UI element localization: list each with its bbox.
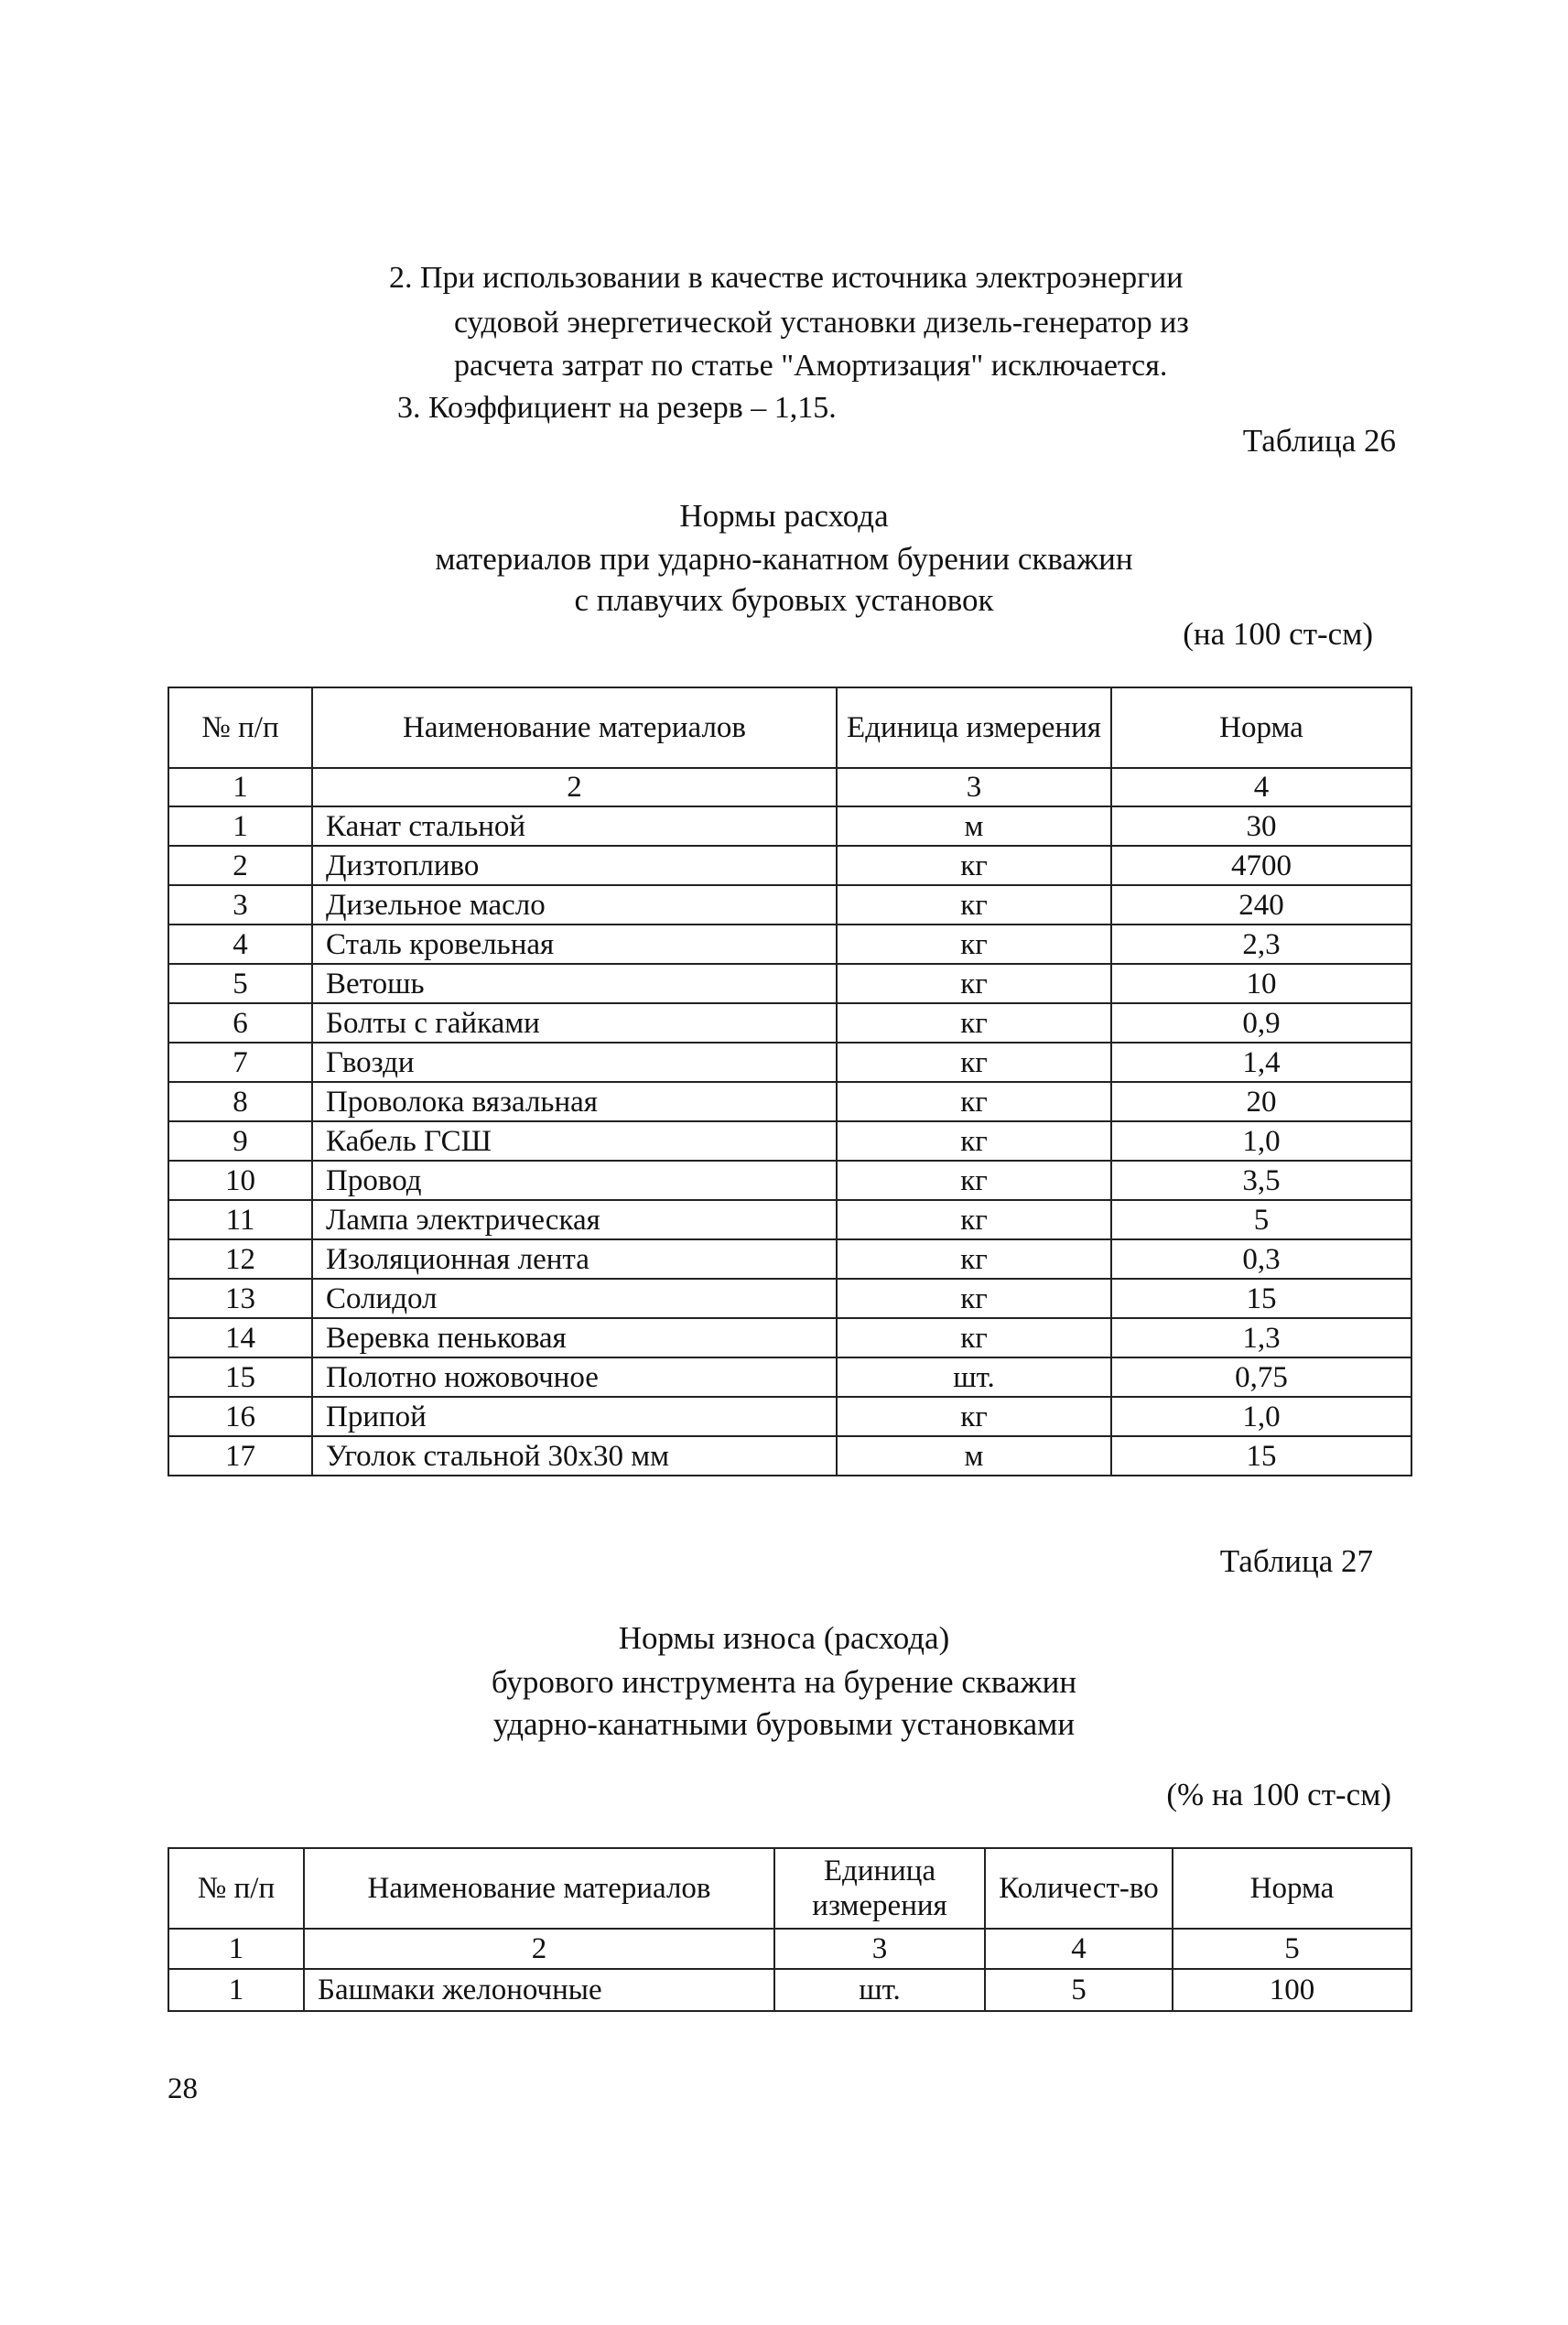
material-name: Болты с гайками [312, 1003, 837, 1043]
table-row [168, 1357, 1411, 1397]
table-27-unit-note: (% на 100 ст-см) [1166, 1777, 1391, 1812]
norm: 4700 [1111, 846, 1411, 885]
row-number: 4 [168, 925, 312, 964]
table-27-header-row [168, 1848, 1411, 1929]
header-norm: Норма [1173, 1848, 1411, 1929]
table-26-header-row [168, 687, 1411, 768]
table-row [168, 1279, 1411, 1318]
norm: 15 [1111, 1436, 1411, 1476]
unit: шт. [837, 1357, 1111, 1397]
row-number: 12 [168, 1239, 312, 1279]
header-quantity: Количест-во [985, 1848, 1173, 1929]
table-27-label: Таблица 27 [1219, 1543, 1373, 1579]
table-26-title-line-2: материалов при ударно-канатном бурении скважин [435, 541, 1133, 577]
table-row [168, 1161, 1411, 1200]
row-number: 1 [168, 806, 312, 846]
table-row [168, 1200, 1411, 1239]
material-name: Провод [312, 1161, 837, 1200]
column-number: 5 [1173, 1929, 1411, 1969]
norm: 10 [1111, 964, 1411, 1003]
unit: кг [837, 1003, 1111, 1043]
note-2-line-2: судовой энергетической установки дизель-генератор из [454, 306, 1189, 340]
table-row [168, 1082, 1411, 1121]
row-number: 3 [168, 885, 312, 925]
note-2-line-1: 2. При использовании в качестве источника электроэнергии [389, 261, 1184, 295]
header-norm: Норма [1111, 687, 1411, 768]
unit: кг [837, 1318, 1111, 1357]
material-name: Дизтопливо [312, 846, 837, 885]
table-row [168, 806, 1411, 846]
note-2-line-3: расчета затрат по статье "Амортизация" исключается. [454, 349, 1168, 383]
header-unit: Единица измерения [837, 687, 1111, 768]
material-name: Уголок стальной 30х30 мм [312, 1436, 837, 1476]
note-3: 3. Коэффициент на резерв – 1,15. [397, 391, 837, 425]
unit: кг [837, 1082, 1111, 1121]
norm: 1,0 [1111, 1397, 1411, 1436]
table-27 [168, 1847, 1412, 2012]
material-name: Изоляционная лента [312, 1239, 837, 1279]
unit: кг [837, 1161, 1111, 1200]
table-26-unit-note: (на 100 ст-см) [1183, 616, 1373, 652]
norm: 0,75 [1111, 1357, 1411, 1397]
row-number: 2 [168, 846, 312, 885]
column-number: 4 [985, 1929, 1173, 1969]
table-row [168, 846, 1411, 885]
table-row [168, 1121, 1411, 1161]
column-number: 1 [168, 1929, 304, 1969]
quantity: 5 [985, 1969, 1173, 2011]
row-number: 14 [168, 1318, 312, 1357]
material-name: Сталь кровельная [312, 925, 837, 964]
row-number: 6 [168, 1003, 312, 1043]
table-row [168, 885, 1411, 925]
unit: шт. [774, 1969, 985, 2011]
table-26 [168, 687, 1412, 1476]
row-number: 10 [168, 1161, 312, 1200]
unit: кг [837, 1200, 1111, 1239]
norm: 0,3 [1111, 1239, 1411, 1279]
page-number: 28 [168, 2072, 198, 2105]
unit: кг [837, 1397, 1111, 1436]
row-number: 7 [168, 1043, 312, 1082]
unit: м [837, 1436, 1111, 1476]
material-name: Ветошь [312, 964, 837, 1003]
unit: кг [837, 846, 1111, 885]
table-row [168, 1318, 1411, 1357]
unit: кг [837, 925, 1111, 964]
table-27-column-numbers-row [168, 1929, 1411, 1969]
unit: кг [837, 964, 1111, 1003]
material-name: Припой [312, 1397, 837, 1436]
header-material-name: Наименование материалов [304, 1848, 774, 1929]
table-27-title-line-1: Нормы износа (расхода) [618, 1620, 950, 1656]
norm: 20 [1111, 1082, 1411, 1121]
unit: кг [837, 885, 1111, 925]
column-number: 2 [304, 1929, 774, 1969]
material-name: Канат стальной [312, 806, 837, 846]
unit: кг [837, 1043, 1111, 1082]
header-number: № п/п [168, 687, 312, 768]
unit: кг [837, 1279, 1111, 1318]
row-number: 15 [168, 1357, 312, 1397]
row-number: 8 [168, 1082, 312, 1121]
header-material-name: Наименование материалов [312, 687, 837, 768]
column-number: 3 [837, 768, 1111, 806]
norm: 1,0 [1111, 1121, 1411, 1161]
column-number: 3 [774, 1929, 985, 1969]
row-number: 5 [168, 964, 312, 1003]
table-row [168, 1043, 1411, 1082]
material-name: Башмаки желоночные [304, 1969, 774, 2011]
norm: 3,5 [1111, 1161, 1411, 1200]
material-name: Проволока вязальная [312, 1082, 837, 1121]
norm: 5 [1111, 1200, 1411, 1239]
row-number: 16 [168, 1397, 312, 1436]
unit: кг [837, 1121, 1111, 1161]
norm: 0,9 [1111, 1003, 1411, 1043]
material-name: Кабель ГСШ [312, 1121, 837, 1161]
table-26-column-numbers-row [168, 768, 1411, 806]
column-number: 1 [168, 768, 312, 806]
table-row [168, 964, 1411, 1003]
row-number: 13 [168, 1279, 312, 1318]
row-number: 11 [168, 1200, 312, 1239]
table-row [168, 1003, 1411, 1043]
table-row [168, 1397, 1411, 1436]
norm: 15 [1111, 1279, 1411, 1318]
table-row [168, 1436, 1411, 1476]
material-name: Гвозди [312, 1043, 837, 1082]
norm: 1,3 [1111, 1318, 1411, 1357]
header-number: № п/п [168, 1848, 304, 1929]
norm: 2,3 [1111, 925, 1411, 964]
unit: м [837, 806, 1111, 846]
row-number: 1 [168, 1969, 304, 2011]
row-number: 9 [168, 1121, 312, 1161]
material-name: Полотно ножовочное [312, 1357, 837, 1397]
table-26-title-line-1: Нормы расхода [679, 498, 889, 534]
table-row [168, 1969, 1411, 2011]
table-26-title-line-3: с плавучих буровых установок [574, 582, 994, 618]
column-number: 2 [312, 768, 837, 806]
row-number: 17 [168, 1436, 312, 1476]
norm: 30 [1111, 806, 1411, 846]
material-name: Веревка пеньковая [312, 1318, 837, 1357]
column-number: 4 [1111, 768, 1411, 806]
table-27-title-line-2: бурового инструмента на бурение скважин [491, 1664, 1077, 1700]
material-name: Солидол [312, 1279, 837, 1318]
table-26-label: Таблица 26 [1242, 423, 1396, 459]
unit: кг [837, 1239, 1111, 1279]
material-name: Лампа электрическая [312, 1200, 837, 1239]
table-row [168, 1239, 1411, 1279]
header-unit: Единица измерения [774, 1848, 985, 1929]
table-27-title-line-3: ударно-канатными буровыми установками [492, 1706, 1076, 1742]
norm: 1,4 [1111, 1043, 1411, 1082]
norm: 100 [1173, 1969, 1411, 2011]
table-row [168, 925, 1411, 964]
norm: 240 [1111, 885, 1411, 925]
material-name: Дизельное масло [312, 885, 837, 925]
